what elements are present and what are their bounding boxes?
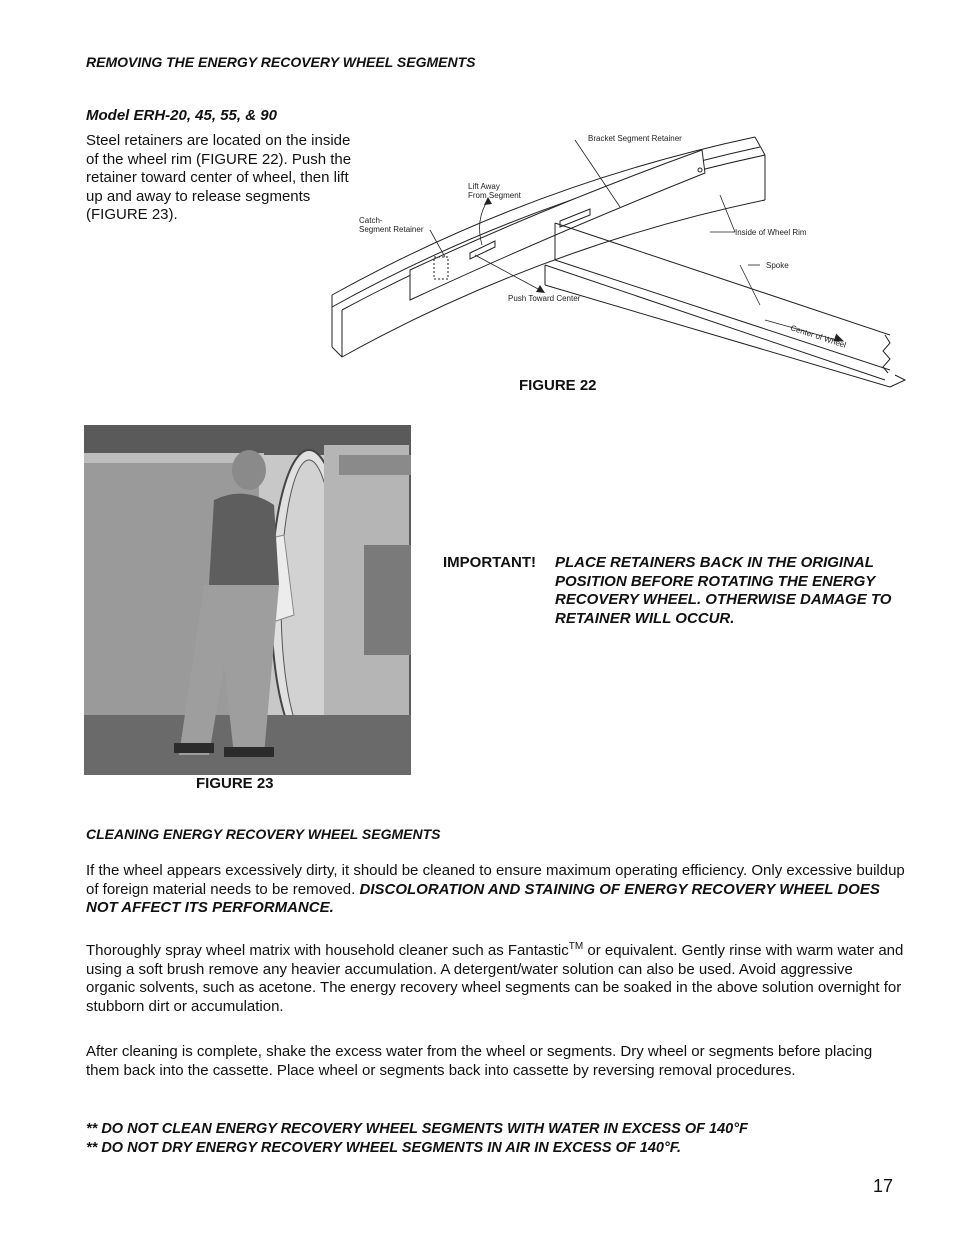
warning-water-temp: ** DO NOT CLEAN ENERGY RECOVERY WHEEL SEGMENTS WITH WATER IN EXCESS OF 140°F	[86, 1121, 748, 1137]
figure-23-photo	[84, 425, 411, 775]
section-heading-removing: REMOVING THE ENERGY RECOVERY WHEEL SEGMENTS	[86, 54, 476, 70]
section-heading-cleaning: CLEANING ENERGY RECOVERY WHEEL SEGMENTS	[86, 826, 441, 842]
cleaning-p2-text-a: Thoroughly spray wheel matrix with household cleaner such as Fantastic	[86, 942, 569, 959]
figure-23-caption: FIGURE 23	[196, 775, 274, 792]
figure-22-caption: FIGURE 22	[519, 377, 597, 394]
label-bracket-segment-retainer: Bracket Segment Retainer	[588, 134, 682, 143]
important-text: PLACE RETAINERS BACK IN THE ORIGINAL POSITION BEFORE ROTATING THE ENERGY RECOVERY WHEEL. OTHERWISE DAMAGE TO RETAINER WILL OCCUR.	[555, 554, 892, 627]
trademark-symbol: TM	[568, 941, 584, 952]
label-push-toward-center: Push Toward Center	[508, 294, 581, 303]
label-center-of-wheel: Center of Wheel	[789, 323, 848, 350]
label-catch-1: Catch-	[359, 216, 383, 225]
warning-air-temp: ** DO NOT DRY ENERGY RECOVERY WHEEL SEGMENTS IN AIR IN EXCESS OF 140°F.	[86, 1140, 682, 1156]
important-label: IMPORTANT!	[443, 554, 537, 571]
figure-22-diagram	[330, 125, 910, 405]
label-inside-wheel-rim: Inside of Wheel Rim	[735, 228, 807, 237]
photo-illustration	[84, 425, 411, 775]
label-lift-away-1: Lift Away	[468, 182, 500, 191]
removal-instructions: Steel retainers are located on the inside of the wheel rim (FIGURE 22). Push the retainer toward center of wheel, then lift up and away to release segments (FIGURE 23).	[86, 132, 352, 224]
label-spoke: Spoke	[766, 261, 789, 270]
label-lift-away-2: From Segment	[468, 191, 521, 200]
cleaning-paragraph-2	[86, 942, 906, 1016]
cleaning-paragraph-3: After cleaning is complete, shake the excess water from the wheel or segments. Dry wheel or segments before placing them back into the cassette. Place wheel or segments back into cassette by reversing removal procedures.	[86, 1043, 873, 1079]
cleaning-p1-emphasis: DISCOLORATION AND STAINING OF ENERGY RECOVERY WHEEL DOES NOT AFFECT ITS PERFORMANCE.	[86, 880, 880, 917]
model-subheading: Model ERH-20, 45, 55, & 90	[86, 107, 277, 124]
label-catch-2: Segment Retainer	[359, 225, 424, 234]
cleaning-p1-text: If the wheel appears excessively dirty, it should be cleaned to ensure maximum operating efficiency. Only excessive buildup of foreign material needs to be removed.	[86, 862, 905, 898]
cleaning-paragraph-1	[86, 862, 906, 918]
cleaning-p2-text-b: or equivalent. Gently rinse with warm water and using a soft brush remove any heavier accumulation. A detergent/water solution can also be used. Avoid aggressive organic solvents, such as acetone. The energy recovery wheel segments can be soaked in the above solution overnight for stubborn dirt or accumulation.	[86, 942, 904, 1015]
page-number: 17	[873, 1176, 894, 1196]
